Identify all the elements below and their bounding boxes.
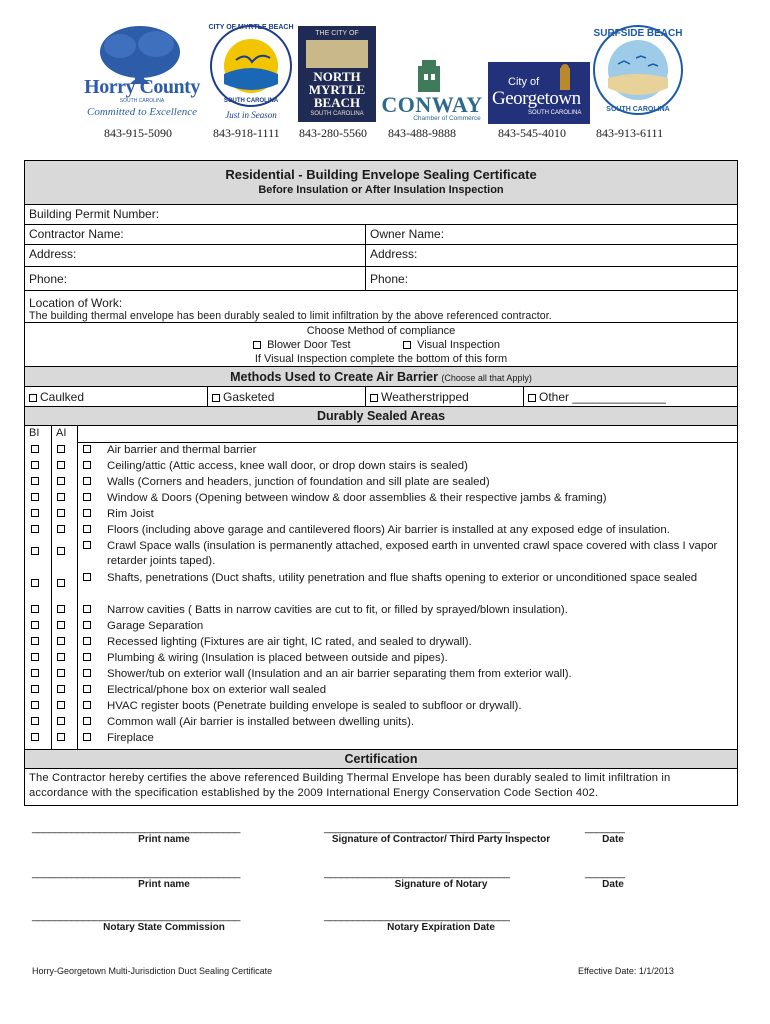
area-item-checkbox[interactable] bbox=[83, 605, 91, 613]
sealed-area-text: Crawl Space walls (insulation is permanently attached, exposed earth in unvented crawl space covered with class I vapor retarder joints taped). bbox=[107, 540, 718, 567]
methods-heading-row bbox=[25, 367, 737, 387]
sealed-area-row bbox=[25, 570, 737, 602]
area-ai-checkbox[interactable] bbox=[57, 637, 65, 645]
sealed-area-row bbox=[25, 666, 737, 682]
form-title-row bbox=[25, 161, 737, 205]
gasketed-label: Gasketed bbox=[223, 390, 275, 404]
area-ai-checkbox[interactable] bbox=[57, 493, 65, 501]
sealed-area-text: Narrow cavities ( Batts in narrow cavities are cut to fit, or filled by sprayed/blown insulation). bbox=[107, 604, 568, 616]
phone-horry: 843-915-5090 bbox=[104, 126, 172, 140]
methods-options-row bbox=[25, 387, 737, 407]
area-bi-checkbox[interactable] bbox=[31, 717, 39, 725]
area-bi-checkbox[interactable] bbox=[31, 579, 39, 587]
nmb-line3: BEACH bbox=[313, 95, 361, 110]
area-item-checkbox[interactable] bbox=[83, 525, 91, 533]
notary-commission-line[interactable]: _____________________________________ bbox=[32, 910, 240, 922]
georgetown-name: Georgetown bbox=[492, 88, 581, 109]
area-item-checkbox[interactable] bbox=[83, 573, 91, 581]
sealed-areas-list bbox=[25, 442, 737, 746]
col-header-bi: BI bbox=[29, 427, 40, 439]
area-ai-checkbox[interactable] bbox=[57, 733, 65, 741]
sealed-area-row bbox=[25, 538, 737, 570]
area-ai-checkbox[interactable] bbox=[57, 509, 65, 517]
sealed-area-row bbox=[25, 682, 737, 698]
sealed-area-row bbox=[25, 522, 737, 538]
compliance-method-heading: Choose Method of compliance bbox=[306, 325, 456, 337]
area-bi-checkbox[interactable] bbox=[31, 669, 39, 677]
compliance-method-row bbox=[25, 323, 737, 367]
certification-heading-row bbox=[25, 750, 737, 769]
methods-heading-wrap bbox=[25, 370, 737, 384]
surfside-ring-state: SOUTH CAROLINA bbox=[606, 106, 670, 113]
area-item-checkbox[interactable] bbox=[83, 685, 91, 693]
other-option[interactable] bbox=[524, 387, 670, 406]
sealed-area-text: Walls (Corners and headers, junction of foundation and sill plate are sealed) bbox=[107, 476, 490, 488]
name-row bbox=[25, 225, 737, 245]
myrtle-beach-ring: CITY OF MYRTLE BEACH bbox=[208, 24, 294, 31]
area-bi-checkbox[interactable] bbox=[31, 701, 39, 709]
area-ai-checkbox[interactable] bbox=[57, 653, 65, 661]
georgetown-logo bbox=[488, 62, 590, 124]
horry-county-tagline: Committed to Excellence bbox=[87, 106, 197, 118]
blower-door-option[interactable] bbox=[253, 339, 351, 351]
sealed-area-text: Plumbing & wiring (Insulation is placed between outside and pipes). bbox=[107, 652, 448, 664]
form-subtitle: Before Insulation or After Insulation Inspection bbox=[258, 184, 504, 196]
location-row bbox=[25, 291, 737, 323]
nmb-line1: NORTH bbox=[313, 69, 361, 84]
area-bi-checkbox[interactable] bbox=[31, 637, 39, 645]
area-bi-checkbox[interactable] bbox=[31, 621, 39, 629]
date-label-1: Date bbox=[602, 834, 624, 845]
sealed-area-text: Recessed lighting (Fixtures are air tight, IC rated, and sealed to drywall). bbox=[107, 636, 472, 648]
sealed-area-text: Fireplace bbox=[107, 732, 154, 744]
caulked-option[interactable] bbox=[25, 387, 207, 406]
area-ai-checkbox[interactable] bbox=[57, 579, 65, 587]
area-item-checkbox[interactable] bbox=[83, 653, 91, 661]
area-bi-checkbox[interactable] bbox=[31, 733, 39, 741]
print-name-line-1[interactable]: _____________________________________ bbox=[32, 822, 240, 834]
certification-text-row bbox=[25, 769, 737, 805]
myrtle-beach-ring-state: SOUTH CAROLINA bbox=[223, 98, 279, 104]
other-checkbox[interactable] bbox=[528, 394, 536, 402]
sealed-area-text: Rim Joist bbox=[107, 508, 154, 520]
permit-label: Building Permit Number: bbox=[29, 207, 160, 221]
phone-myrtle-beach: 843-918-1111 bbox=[213, 126, 280, 140]
owner-name-field[interactable]: Owner Name: bbox=[370, 227, 445, 241]
print-name-line-2[interactable]: _____________________________________ bbox=[32, 867, 240, 879]
sealed-area-row bbox=[25, 458, 737, 474]
phone-surfside: 843-913-6111 bbox=[596, 126, 664, 140]
footer-title: Horry-Georgetown Multi-Jurisdiction Duct Sealing Certificate bbox=[32, 966, 273, 976]
area-item-checkbox[interactable] bbox=[83, 493, 91, 501]
surfside-beach-logo bbox=[592, 22, 684, 122]
sealed-area-row bbox=[25, 730, 737, 746]
north-myrtle-beach-logo bbox=[298, 26, 376, 122]
area-ai-checkbox[interactable] bbox=[57, 717, 65, 725]
phone-georgetown: 843-545-4010 bbox=[498, 126, 566, 140]
area-bi-checkbox[interactable] bbox=[31, 525, 39, 533]
date-label-2: Date bbox=[602, 879, 624, 890]
sealed-area-text: Electrical/phone box on exterior wall sealed bbox=[107, 684, 327, 696]
notary-signature-line[interactable]: _________________________________ bbox=[324, 867, 510, 879]
area-bi-checkbox[interactable] bbox=[31, 685, 39, 693]
conway-chamber: Chamber of Commerce bbox=[413, 115, 481, 122]
methods-note: (Choose all that Apply) bbox=[441, 373, 532, 383]
area-bi-checkbox[interactable] bbox=[31, 605, 39, 613]
contractor-signature-line[interactable]: _________________________________ bbox=[324, 822, 510, 834]
weatherstripped-label: Weatherstripped bbox=[381, 390, 469, 404]
phone-conway: 843-488-9888 bbox=[388, 126, 456, 140]
caulked-checkbox[interactable] bbox=[29, 394, 37, 402]
contractor-name-field[interactable]: Contractor Name: bbox=[29, 227, 124, 241]
sealed-area-text: Garage Separation bbox=[107, 620, 204, 632]
blower-door-label: Blower Door Test bbox=[267, 339, 351, 351]
nmb-top: THE CITY OF bbox=[315, 30, 359, 37]
gasketed-option[interactable] bbox=[208, 387, 366, 406]
area-ai-checkbox[interactable] bbox=[57, 621, 65, 629]
area-item-checkbox[interactable] bbox=[83, 445, 91, 453]
col-header-ai: AI bbox=[56, 427, 67, 439]
visual-inspection-label: Visual Inspection bbox=[417, 339, 501, 351]
horry-county-state: SOUTH CAROLINA bbox=[119, 98, 165, 104]
sealed-areas-grid bbox=[25, 426, 737, 750]
sealed-area-row bbox=[25, 618, 737, 634]
contractor-signature-label: Signature of Contractor/ Third Party Inspector bbox=[331, 834, 551, 845]
contractor-address-field[interactable]: Address: bbox=[29, 247, 77, 261]
sealed-areas-heading-row bbox=[25, 407, 737, 426]
weatherstripped-option[interactable] bbox=[366, 387, 523, 406]
area-item-checkbox[interactable] bbox=[83, 477, 91, 485]
permit-row[interactable] bbox=[25, 205, 737, 225]
area-bi-checkbox[interactable] bbox=[31, 653, 39, 661]
other-label: Other ______________ bbox=[539, 390, 666, 404]
sealed-area-text: HVAC register boots (Penetrate building envelope is sealed to subfloor or drywall). bbox=[107, 700, 522, 712]
nmb-bottom: SOUTH CAROLINA bbox=[310, 111, 364, 117]
certification-text: The Contractor hereby certifies the above referenced Building Thermal Envelope has been durably sealed to limit infiltration in accordance with the specification established by the 2009 International Energy Conservation Code Section 402. bbox=[29, 772, 671, 799]
area-ai-checkbox[interactable] bbox=[57, 525, 65, 533]
sealed-area-text: Ceiling/attic (Attic access, knee wall door, or drop down stairs is sealed) bbox=[107, 460, 468, 472]
georgetown-state: SOUTH CAROLINA bbox=[528, 110, 582, 116]
horry-county-name: Horry County bbox=[84, 76, 200, 98]
notary-expiration-label: Notary Expiration Date bbox=[387, 922, 495, 933]
form-title: Residential - Building Envelope Sealing Certificate bbox=[225, 167, 537, 182]
phone-north-myrtle-beach: 843-280-5560 bbox=[299, 126, 367, 140]
nmb-emblem bbox=[306, 40, 368, 68]
notary-commission-label: Notary State Commission bbox=[103, 922, 225, 933]
area-item-checkbox[interactable] bbox=[83, 461, 91, 469]
horry-county-logo bbox=[80, 22, 204, 122]
area-ai-checkbox[interactable] bbox=[57, 445, 65, 453]
location-of-work-field[interactable]: Location of Work: bbox=[29, 296, 123, 310]
sealed-area-row bbox=[25, 442, 737, 458]
nmb-line2: MYRTLE bbox=[308, 82, 366, 97]
area-ai-checkbox[interactable] bbox=[57, 477, 65, 485]
area-bi-checkbox[interactable] bbox=[31, 477, 39, 485]
sealed-areas-heading: Durably Sealed Areas bbox=[316, 409, 446, 423]
date-line-2[interactable]: _______ bbox=[585, 867, 625, 879]
footer-effective-date: Effective Date: 1/1/2013 bbox=[578, 966, 674, 976]
sealed-area-row bbox=[25, 602, 737, 618]
area-item-checkbox[interactable] bbox=[83, 509, 91, 517]
area-item-checkbox[interactable] bbox=[83, 669, 91, 677]
area-item-checkbox[interactable] bbox=[83, 717, 91, 725]
area-ai-checkbox[interactable] bbox=[57, 685, 65, 693]
area-ai-checkbox[interactable] bbox=[57, 461, 65, 469]
sealing-certificate-form bbox=[24, 160, 738, 806]
owner-address-field[interactable]: Address: bbox=[370, 247, 418, 261]
area-bi-checkbox[interactable] bbox=[31, 547, 39, 555]
area-ai-checkbox[interactable] bbox=[57, 605, 65, 613]
print-name-label-1: Print name bbox=[138, 834, 190, 845]
myrtle-beach-tagline: Just in Season bbox=[225, 110, 277, 120]
sealed-area-text: Window & Doors (Opening between window & door assemblies & their respective jambs & framing) bbox=[107, 492, 607, 504]
area-ai-checkbox[interactable] bbox=[57, 701, 65, 709]
methods-heading: Methods Used to Create Air Barrier bbox=[230, 370, 439, 384]
print-name-label-2: Print name bbox=[138, 879, 190, 890]
weatherstripped-checkbox[interactable] bbox=[370, 394, 378, 402]
sealed-area-row bbox=[25, 698, 737, 714]
visual-inspection-note: If Visual Inspection complete the bottom of this form bbox=[254, 353, 508, 365]
surfside-ring: SURFSIDE BEACH bbox=[593, 28, 683, 39]
address-row bbox=[25, 245, 737, 267]
area-bi-checkbox[interactable] bbox=[31, 461, 39, 469]
visual-inspection-checkbox[interactable] bbox=[403, 341, 411, 349]
area-ai-checkbox[interactable] bbox=[57, 547, 65, 555]
area-item-checkbox[interactable] bbox=[83, 621, 91, 629]
date-line-1[interactable]: _______ bbox=[585, 822, 625, 834]
area-bi-checkbox[interactable] bbox=[31, 493, 39, 501]
certification-heading: Certification bbox=[344, 752, 418, 766]
owner-phone-field[interactable]: Phone: bbox=[370, 272, 409, 286]
gasketed-checkbox[interactable] bbox=[212, 394, 220, 402]
sealed-area-row bbox=[25, 474, 737, 490]
caulked-label: Caulked bbox=[40, 390, 85, 404]
notary-expiration-line[interactable]: _________________________________ bbox=[324, 910, 510, 922]
sealed-area-text: Air barrier and thermal barrier bbox=[107, 444, 257, 456]
notary-signature-label: Signature of Notary bbox=[394, 879, 488, 890]
georgetown-city-of: City of bbox=[508, 76, 540, 88]
sealed-area-text: Shafts, penetrations (Duct shafts, utility penetration and flue shafts opening to exterior or unconditioned space sealed bbox=[107, 572, 698, 584]
phone-row bbox=[25, 267, 737, 291]
area-item-checkbox[interactable] bbox=[83, 733, 91, 741]
sealed-area-row bbox=[25, 490, 737, 506]
area-ai-checkbox[interactable] bbox=[57, 669, 65, 677]
area-bi-checkbox[interactable] bbox=[31, 445, 39, 453]
contractor-phone-field[interactable]: Phone: bbox=[29, 272, 68, 286]
area-bi-checkbox[interactable] bbox=[31, 509, 39, 517]
conway-logo bbox=[378, 22, 486, 122]
sealed-area-text: Shower/tub on exterior wall (Insulation and an air barrier separating them from exterior wall). bbox=[107, 668, 572, 680]
visual-inspection-option[interactable] bbox=[403, 339, 500, 351]
sealed-area-row bbox=[25, 650, 737, 666]
sealed-area-row bbox=[25, 506, 737, 522]
sealed-area-text: Floors (including above garage and cantilevered floors) Air barrier is installed at any exposed edge of insulation. bbox=[107, 524, 670, 536]
sealing-statement: The building thermal envelope has been durably sealed to limit infiltration by the above referenced contractor. bbox=[29, 310, 552, 322]
sealed-area-text: Common wall (Air barrier is installed between dwelling units). bbox=[107, 716, 415, 728]
area-item-checkbox[interactable] bbox=[83, 637, 91, 645]
area-item-checkbox[interactable] bbox=[83, 701, 91, 709]
myrtle-beach-logo bbox=[208, 22, 294, 122]
sealed-area-row bbox=[25, 634, 737, 650]
area-item-checkbox[interactable] bbox=[83, 541, 91, 549]
blower-door-checkbox[interactable] bbox=[253, 341, 261, 349]
conway-name: CONWAY bbox=[381, 92, 483, 117]
sealed-area-row bbox=[25, 714, 737, 730]
